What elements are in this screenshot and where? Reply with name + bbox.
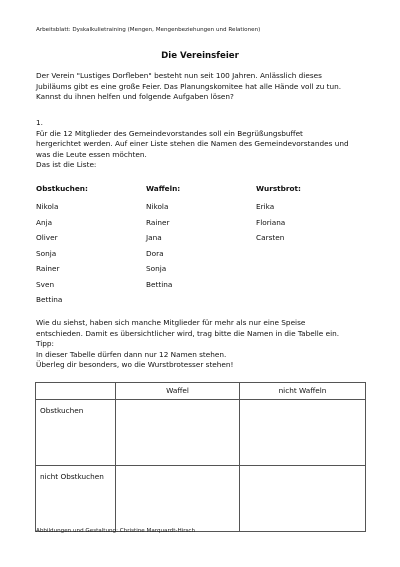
table-row <box>36 400 366 466</box>
list-item: Anja <box>36 217 53 227</box>
list-obstkuchen <box>36 184 88 311</box>
table-header-row <box>36 383 366 400</box>
list-waffeln <box>146 184 180 295</box>
list-item: Dora <box>146 248 164 258</box>
answer-table <box>35 382 366 532</box>
table-corner-cell <box>36 383 116 400</box>
list-item: Sven <box>36 279 55 289</box>
intro-line: Kannst du ihnen helfen und folgende Aufgaben lösen? <box>36 92 234 102</box>
column-header-waffel: Waffel <box>116 383 240 400</box>
answer-cell[interactable] <box>116 400 240 466</box>
instruction-line: Wie du siehst, haben sich manche Mitglieder für mehr als nur eine Speise <box>36 318 306 327</box>
list-item: Nikola <box>36 202 59 211</box>
list-item: Carsten <box>256 233 285 242</box>
list-wurstbrot <box>256 184 301 249</box>
list-item: Nikola <box>146 202 169 211</box>
list-item: Rainer <box>36 264 60 273</box>
list-item: Floriana <box>256 217 286 227</box>
list-heading: Waffeln: <box>146 184 181 193</box>
intro-line: Der Verein "Lustiges Dorfleben" besteht nun seit 100 Jahren. Anlässlich dieses <box>36 71 322 80</box>
task-number: 1. <box>36 118 43 127</box>
list-heading: Wurstbrot: <box>256 184 301 193</box>
instruction-line: In dieser Tabelle dürfen dann nur 12 Namen stehen. <box>36 349 227 359</box>
list-item: Jana <box>146 233 162 242</box>
answer-cell[interactable] <box>240 466 366 532</box>
task-line: was die Leute essen möchten. <box>36 149 147 159</box>
list-item: Sonja <box>36 248 57 258</box>
task-line: hergerichtet werden. Auf einer Liste stehen die Namen des Gemeindevorstandes und <box>36 139 349 149</box>
list-item: Erika <box>256 202 275 211</box>
list-item: Bettina <box>146 279 173 289</box>
list-heading: Obstkuchen: <box>36 184 88 193</box>
row-header-nicht-obstkuchen: nicht Obstkuchen <box>36 466 116 532</box>
instruction-line: Überleg dir besonders, wo die Wurstbrotesser stehen! <box>36 360 234 370</box>
task-line: Für die 12 Mitglieder des Gemeindevorstandes soll ein Begrüßungsbuffet <box>36 128 303 138</box>
instruction-paragraph <box>36 318 366 371</box>
list-item: Bettina <box>36 295 63 304</box>
list-item: Sonja <box>146 264 167 273</box>
task-line: Das ist die Liste: <box>36 160 97 170</box>
page-header: Arbeitsblatt: Dyskalkulietraining (Mengen, Mengenbeziehungen und Relationen) <box>36 27 261 33</box>
table-row <box>36 466 366 532</box>
tip-label: Tipp: <box>36 339 54 349</box>
instruction-line: entschieden. Damit es übersichtlicher wird, trag bitte die Namen in die Tabelle ein. <box>36 328 340 338</box>
page-title: Die Vereinsfeier <box>161 51 239 61</box>
page-footer: Abbildungen und Gestaltung: Christine Marquardt-Hirsch <box>36 528 196 534</box>
column-header-nicht-waffeln: nicht Waffeln <box>240 383 366 400</box>
task-paragraph <box>36 118 366 171</box>
intro-line: Jubiläums gibt es eine große Feier. Das Planungskomitee hat alle Hände voll zu tun. <box>36 81 342 91</box>
list-item: Rainer <box>146 217 170 227</box>
answer-cell[interactable] <box>240 400 366 466</box>
row-header-obstkuchen: Obstkuchen <box>36 400 116 466</box>
answer-cell[interactable] <box>116 466 240 532</box>
list-item: Oliver <box>36 233 58 242</box>
intro-paragraph <box>36 71 366 103</box>
